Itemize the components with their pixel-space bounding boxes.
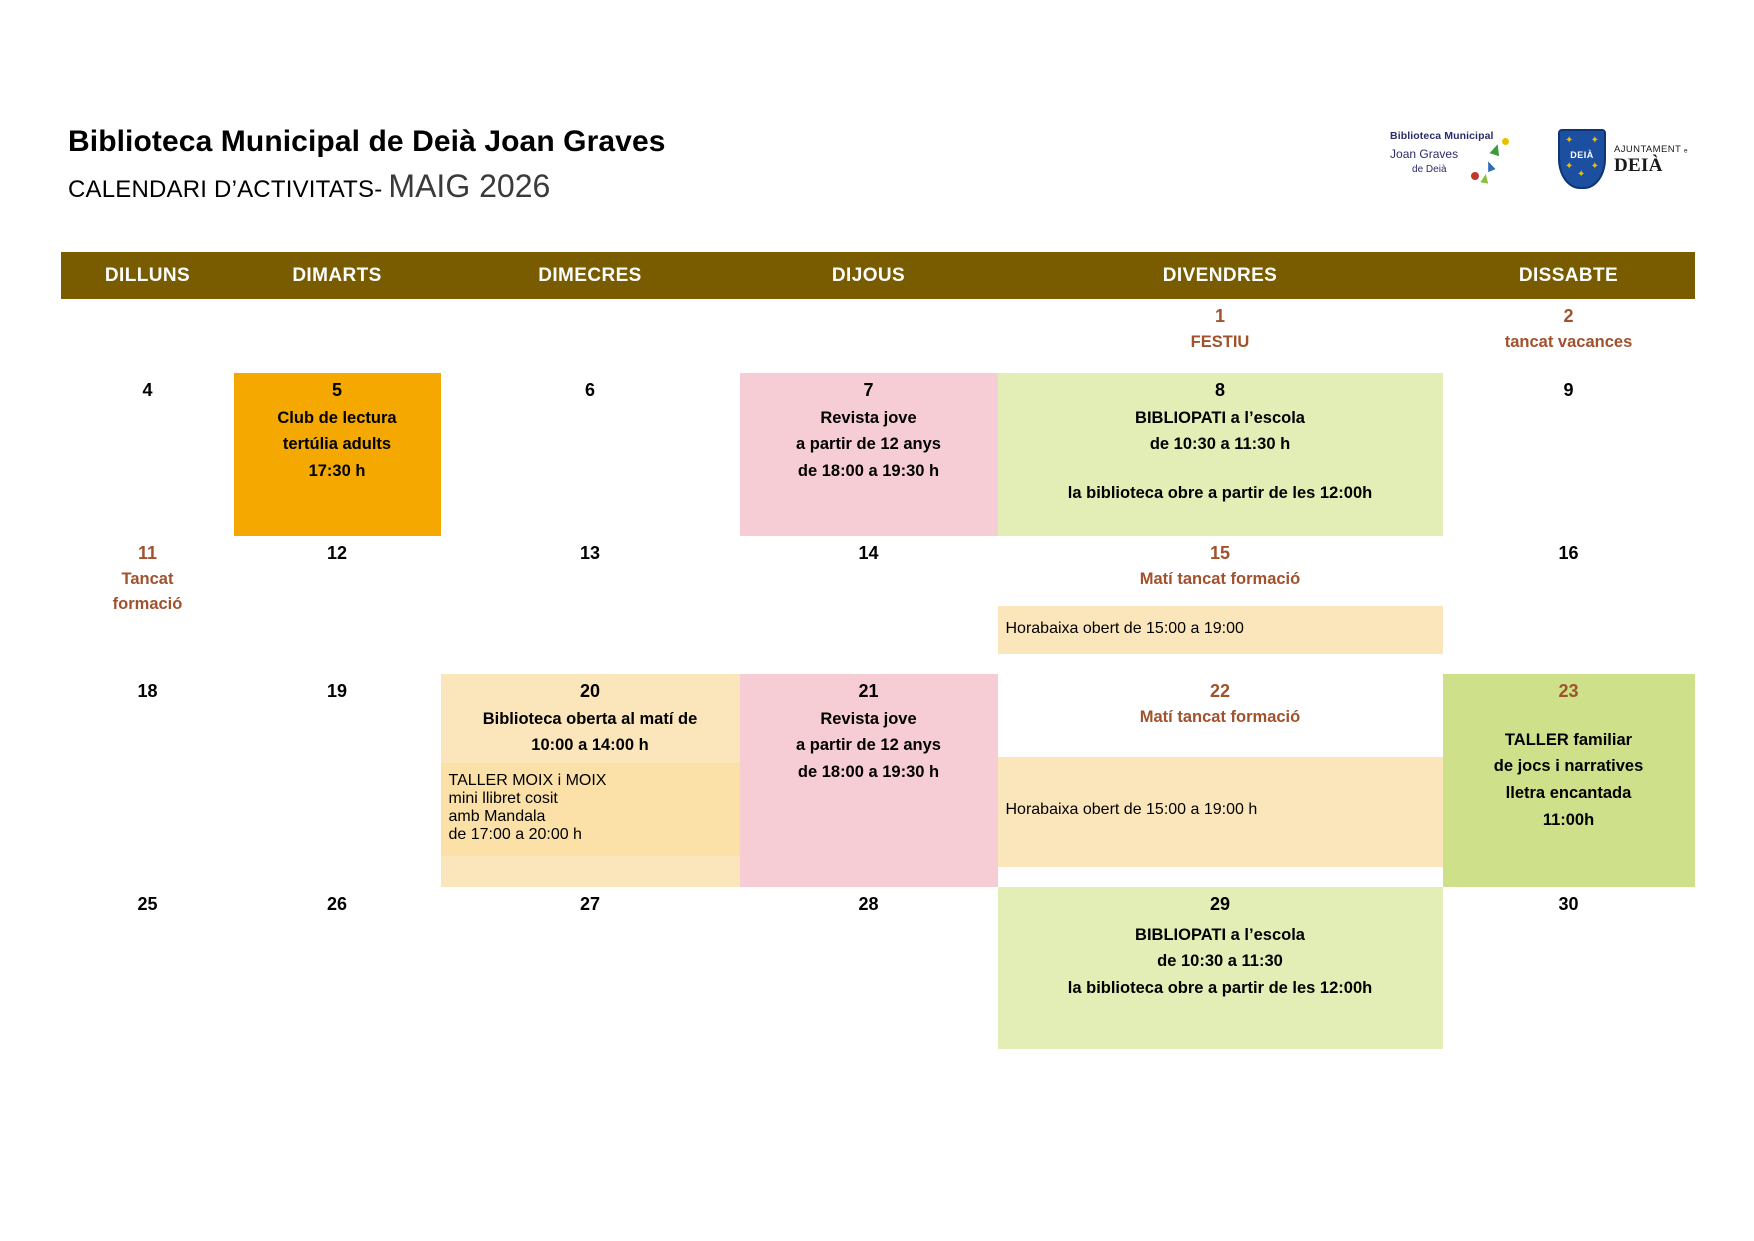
event-line: Biblioteca oberta al matí de bbox=[482, 709, 698, 728]
weekday-header-dimarts: DIMARTS bbox=[234, 253, 441, 299]
day-number: 16 bbox=[1558, 543, 1579, 563]
day-number: 26 bbox=[326, 894, 348, 914]
library-logo bbox=[1390, 128, 1530, 190]
event-line: de 18:00 a 19:30 h bbox=[797, 763, 940, 782]
event-block bbox=[441, 703, 740, 763]
star-icon: ✦ bbox=[1565, 135, 1574, 146]
day-number: 30 bbox=[1558, 894, 1579, 914]
day-cell-empty bbox=[62, 299, 234, 374]
day-cell-19 bbox=[234, 674, 441, 887]
day-cell-8 bbox=[998, 373, 1443, 536]
day-cell-4 bbox=[62, 373, 234, 536]
opening-hours-text: Horabaixa obert de 15:00 a 19:00 h bbox=[1005, 801, 1258, 819]
day-number: 25 bbox=[137, 894, 158, 914]
day-number: 23 bbox=[1558, 681, 1579, 701]
opening-hours-band bbox=[998, 606, 1443, 654]
library-logo-line2: Joan Graves bbox=[1390, 147, 1459, 161]
calendar-header-row bbox=[62, 253, 1695, 299]
day-number: 11 bbox=[137, 543, 158, 563]
day-cell-22 bbox=[998, 674, 1443, 887]
day-cell-12 bbox=[234, 536, 441, 674]
day-note: Matí tancat formació bbox=[1139, 569, 1301, 588]
day-number: 20 bbox=[579, 681, 601, 701]
star-icon: ✦ bbox=[1577, 169, 1586, 180]
day-cell-1 bbox=[998, 299, 1443, 374]
page-title: Biblioteca Municipal de Deià Joan Graves bbox=[68, 125, 666, 158]
day-number: 28 bbox=[858, 894, 879, 914]
leaf-icon bbox=[1480, 173, 1489, 183]
event-block bbox=[998, 402, 1443, 517]
day-cell-6 bbox=[441, 373, 740, 536]
townhall-line1: AJUNTAMENT ₑ bbox=[1614, 143, 1688, 155]
event-line: de jocs i narratives bbox=[1493, 757, 1644, 776]
day-number: 13 bbox=[579, 543, 601, 563]
event-line: 10:00 a 14:00 h bbox=[531, 736, 649, 755]
day-note: Matí tancat formació bbox=[1139, 707, 1301, 726]
dot-icon bbox=[1471, 172, 1479, 180]
event-line: a partir de 12 anys bbox=[796, 736, 941, 755]
library-logo-line3: de Deià bbox=[1412, 164, 1447, 175]
day-number: 7 bbox=[863, 380, 874, 400]
event-line: de 18:00 a 19:30 h bbox=[797, 462, 940, 481]
day-cell-14 bbox=[740, 536, 998, 674]
shield-icon bbox=[1558, 129, 1606, 189]
shield-text: DEIÀ bbox=[1570, 150, 1594, 160]
day-note-line: Tancat bbox=[121, 569, 174, 588]
opening-hours-band bbox=[998, 757, 1443, 867]
townhall-logo bbox=[1558, 129, 1688, 189]
event-line: TALLER familiar bbox=[1504, 730, 1633, 749]
day-cell-16 bbox=[1443, 536, 1695, 674]
day-cell-13 bbox=[441, 536, 740, 674]
weekday-header-divendres: DIVENDRES bbox=[998, 253, 1443, 299]
event-line: BIBLIOPATI a l’escola bbox=[1135, 408, 1305, 427]
star-icon: ✦ bbox=[1590, 161, 1600, 172]
day-cell-9 bbox=[1443, 373, 1695, 536]
day-cell-11 bbox=[62, 536, 234, 674]
event-line: TALLER MOIX i MOIX bbox=[448, 772, 607, 790]
logo-group bbox=[1390, 128, 1688, 190]
event-block bbox=[998, 916, 1443, 1012]
subtitle-month: MAIG 2026 bbox=[388, 168, 551, 204]
day-number: 21 bbox=[858, 681, 879, 701]
event-block-secondary bbox=[441, 763, 740, 856]
weekday-header-dijous: DIJOUS bbox=[740, 253, 998, 299]
event-line: Club de lectura bbox=[277, 408, 397, 427]
day-note bbox=[62, 565, 234, 624]
calendar-table-wrapper bbox=[61, 252, 1694, 1049]
townhall-line2: DEIÀ bbox=[1614, 154, 1663, 176]
event-line: mini llibret cosit bbox=[448, 790, 558, 808]
leaf-icon bbox=[1490, 143, 1503, 157]
day-cell-empty bbox=[441, 299, 740, 374]
day-number: 12 bbox=[326, 543, 348, 563]
day-cell-28 bbox=[740, 887, 998, 1049]
day-number: 4 bbox=[142, 380, 153, 400]
day-cell-26 bbox=[234, 887, 441, 1049]
day-cell-2 bbox=[1443, 299, 1695, 374]
day-cell-5 bbox=[234, 373, 441, 536]
event-line: a partir de 12 anys bbox=[796, 435, 941, 454]
day-number: 14 bbox=[858, 543, 879, 563]
calendar-table bbox=[61, 252, 1695, 1049]
calendar-week-row bbox=[62, 674, 1695, 887]
event-line: lletra encantada bbox=[1505, 784, 1632, 803]
event-block bbox=[234, 402, 441, 495]
day-number: 22 bbox=[1209, 681, 1231, 701]
calendar-week-row bbox=[62, 536, 1695, 674]
event-line: amb Mandala bbox=[448, 808, 546, 826]
day-cell-empty bbox=[740, 299, 998, 374]
weekday-header-dissabte: DISSABTE bbox=[1443, 253, 1695, 299]
day-cell-empty bbox=[234, 299, 441, 374]
day-cell-7 bbox=[740, 373, 998, 536]
day-note: FESTIU bbox=[1190, 332, 1250, 351]
day-cell-23 bbox=[1443, 674, 1695, 887]
event-line: tertúlia adults bbox=[282, 435, 392, 454]
day-note: tancat vacances bbox=[1504, 332, 1633, 351]
opening-hours-text: Horabaixa obert de 15:00 a 19:00 bbox=[1005, 620, 1244, 638]
weekday-header-dimecres: DIMECRES bbox=[441, 253, 740, 299]
day-note-line: formació bbox=[112, 595, 183, 614]
weekday-header-dilluns: DILLUNS bbox=[62, 253, 234, 299]
calendar-week-row bbox=[62, 887, 1695, 1049]
calendar-week-row bbox=[62, 373, 1695, 536]
day-number: 2 bbox=[1563, 306, 1574, 326]
day-cell-15 bbox=[998, 536, 1443, 674]
event-line: 17:30 h bbox=[308, 462, 366, 481]
star-icon: ✦ bbox=[1590, 135, 1600, 146]
event-line: BIBLIOPATI a l’escola bbox=[1135, 925, 1305, 944]
event-line: de 17:00 a 20:00 h bbox=[448, 826, 582, 844]
event-line: 11:00h bbox=[1542, 810, 1595, 829]
day-number: 18 bbox=[137, 681, 158, 701]
event-block bbox=[740, 703, 998, 796]
day-number: 19 bbox=[326, 681, 348, 701]
event-block bbox=[1443, 703, 1695, 844]
event-line: de 10:30 a 11:30 bbox=[1157, 952, 1283, 971]
dot-icon bbox=[1502, 138, 1509, 145]
townhall-wordmark bbox=[1614, 144, 1688, 175]
day-number: 15 bbox=[1209, 543, 1231, 563]
day-cell-30 bbox=[1443, 887, 1695, 1049]
day-number: 1 bbox=[1214, 306, 1225, 326]
day-number: 27 bbox=[579, 894, 601, 914]
day-number: 9 bbox=[1563, 380, 1574, 400]
day-cell-25 bbox=[62, 887, 234, 1049]
day-cell-27 bbox=[441, 887, 740, 1049]
star-icon: ✦ bbox=[1565, 161, 1574, 172]
library-logo-line1: Biblioteca Municipal bbox=[1390, 130, 1494, 142]
event-line: la biblioteca obre a partir de les 12:00h bbox=[1067, 979, 1373, 998]
day-number: 29 bbox=[1209, 894, 1231, 914]
event-line: Revista jove bbox=[820, 709, 917, 728]
day-cell-18 bbox=[62, 674, 234, 887]
calendar-week-row bbox=[62, 299, 1695, 374]
leaf-icon bbox=[1484, 160, 1495, 172]
event-line: de 10:30 a 11:30 h bbox=[1149, 435, 1291, 454]
event-block bbox=[740, 402, 998, 495]
day-number: 6 bbox=[584, 380, 595, 400]
day-number: 5 bbox=[331, 380, 342, 400]
day-number: 8 bbox=[1214, 380, 1225, 400]
event-line: Revista jove bbox=[820, 408, 917, 427]
day-cell-21 bbox=[740, 674, 998, 887]
day-cell-29 bbox=[998, 887, 1443, 1049]
subtitle-label: CALENDARI D’ACTIVITATS- bbox=[68, 176, 383, 203]
day-cell-20 bbox=[441, 674, 740, 887]
event-line: la biblioteca obre a partir de les 12:00h bbox=[1067, 484, 1373, 503]
